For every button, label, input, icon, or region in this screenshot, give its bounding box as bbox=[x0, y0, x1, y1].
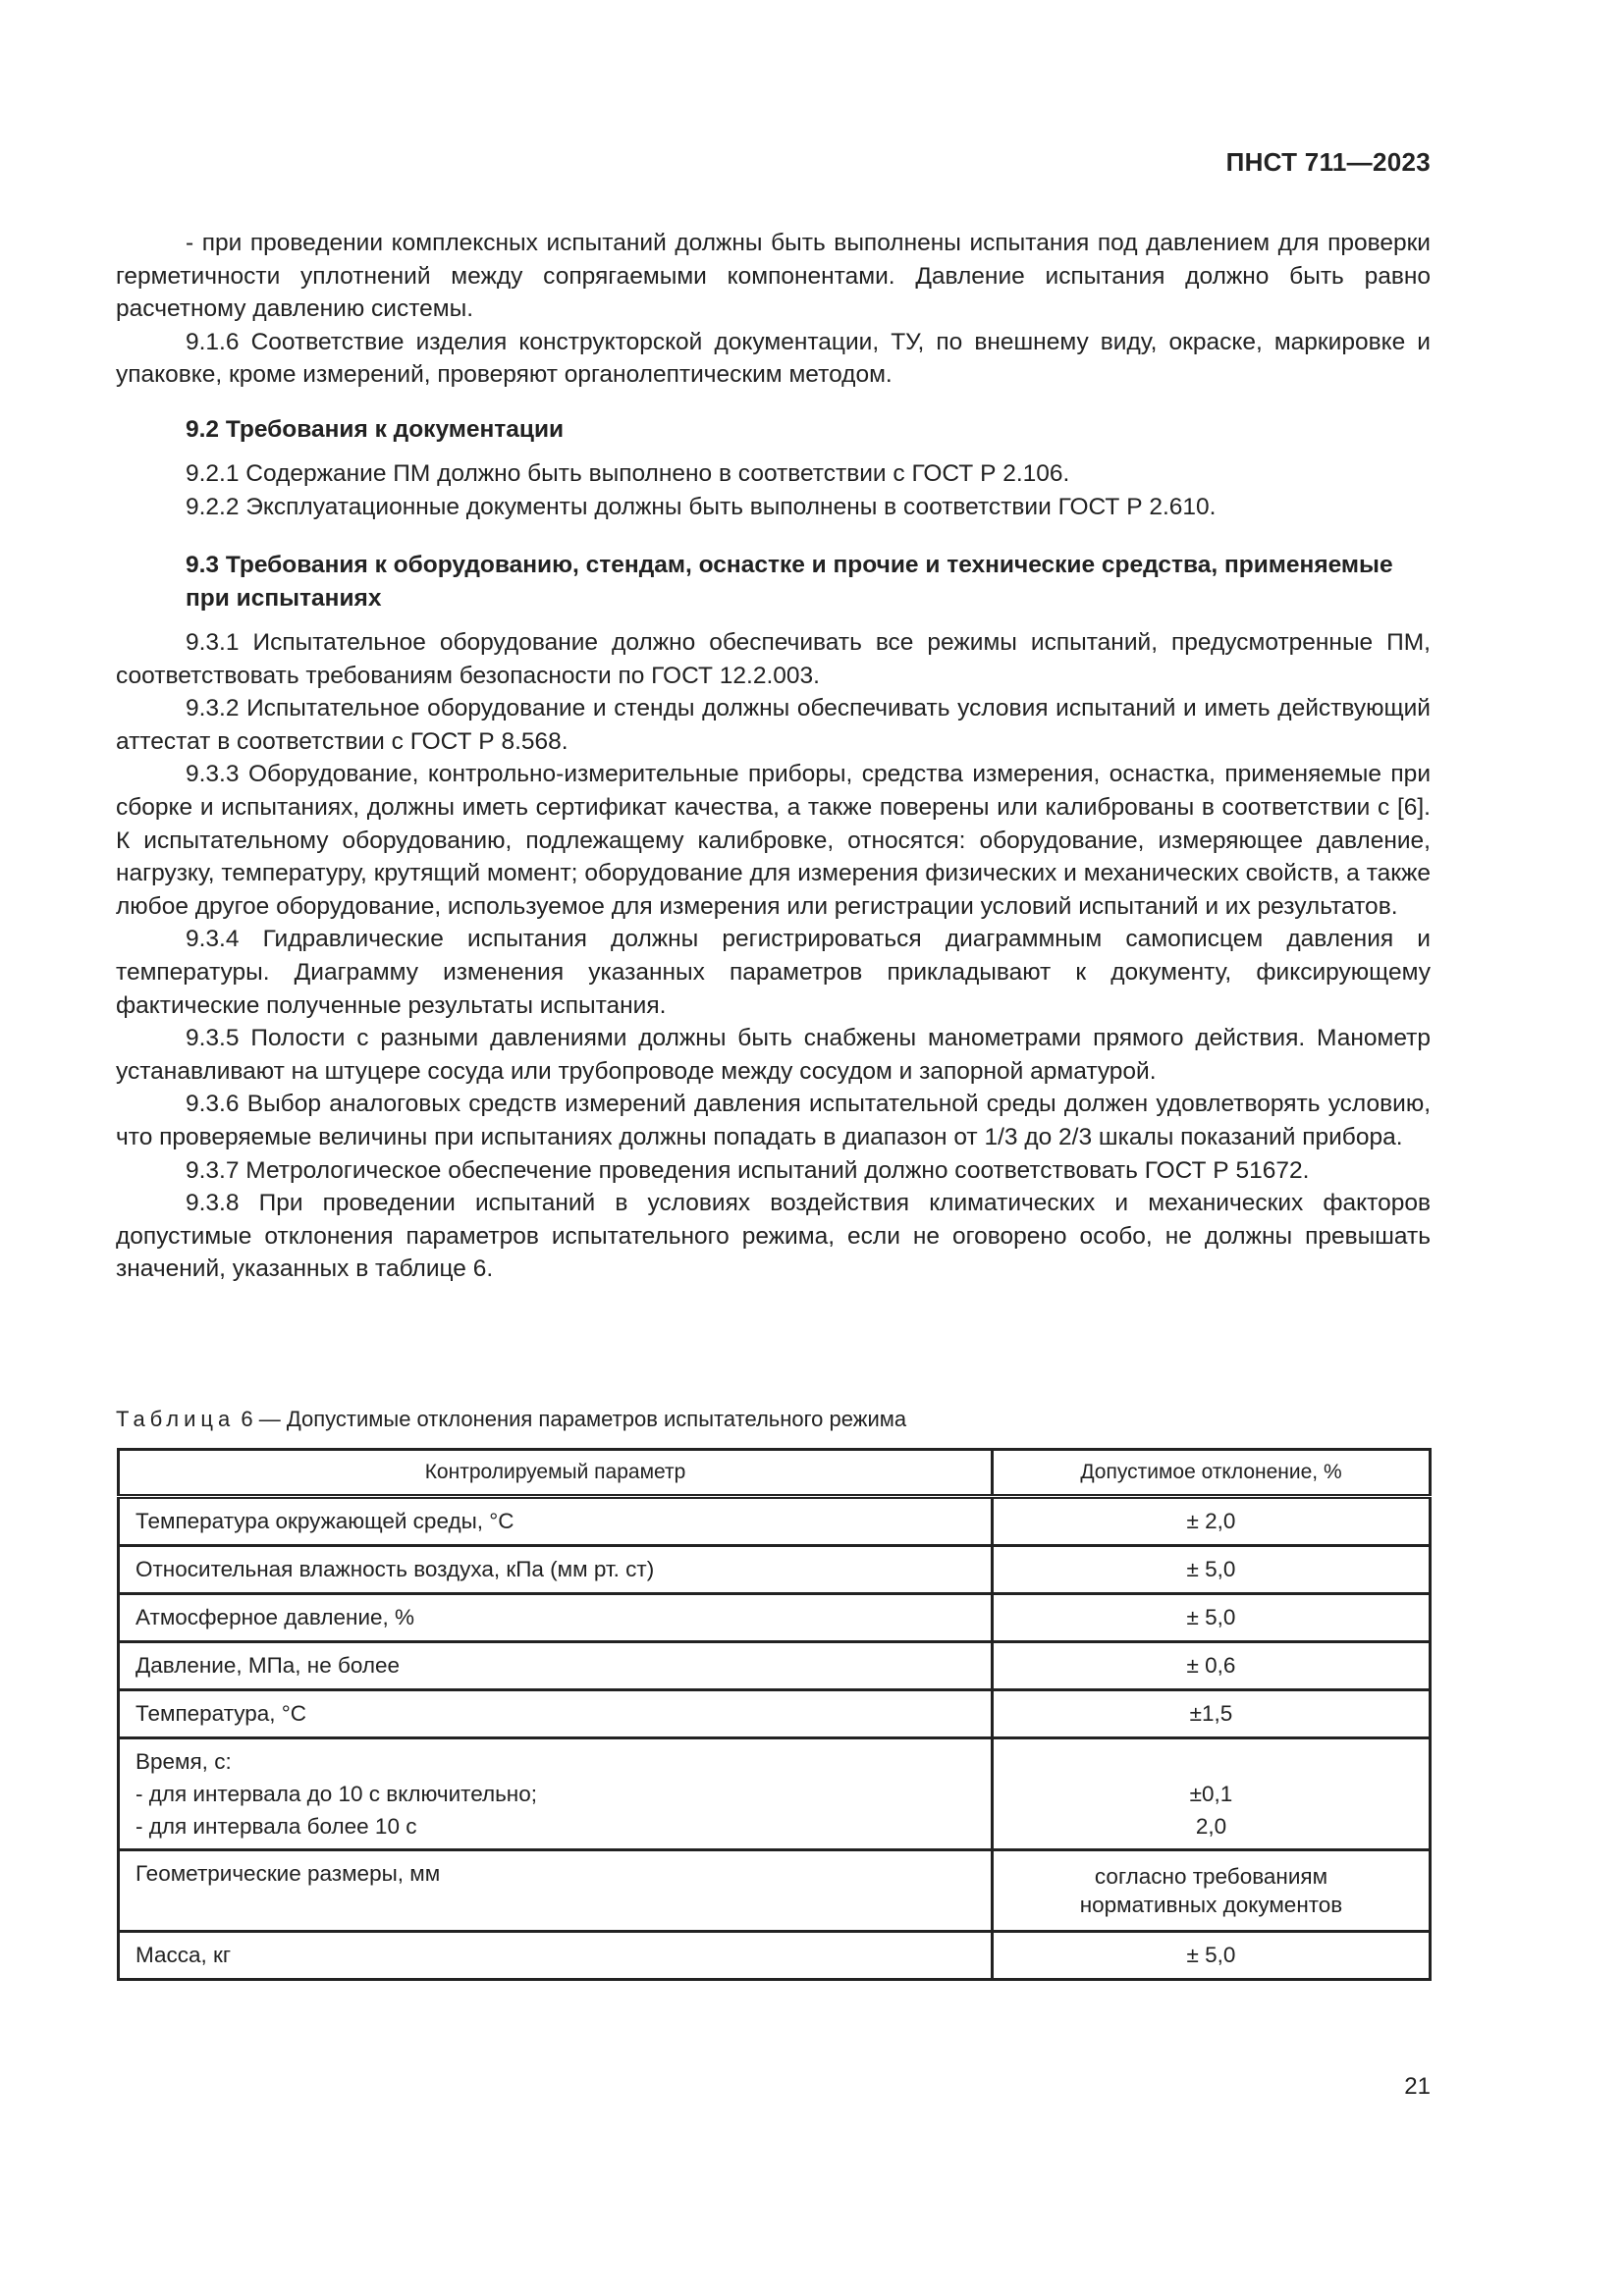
deviation-cell: ± 5,0 bbox=[993, 1546, 1431, 1594]
section-9-3-body bbox=[116, 626, 1431, 1286]
deviation-cell bbox=[993, 1850, 1431, 1932]
table-row bbox=[119, 1594, 1431, 1642]
deviation-table bbox=[117, 1448, 1432, 1981]
section-9-1-tail bbox=[116, 227, 1431, 392]
table-row bbox=[119, 1497, 1431, 1546]
section-heading-9-2: 9.2 Требования к документации bbox=[186, 416, 565, 443]
parameter-cell: Температура окружающей среды, °C bbox=[119, 1497, 993, 1546]
table-header-row bbox=[119, 1450, 1431, 1497]
section-9-2-body bbox=[116, 457, 1431, 523]
deviation-cell: ± 2,0 bbox=[993, 1497, 1431, 1546]
table-caption bbox=[116, 1407, 906, 1432]
table-caption-prefix: Таблица bbox=[116, 1407, 236, 1431]
table-row bbox=[119, 1546, 1431, 1594]
document-id-header: ПНСТ 711—2023 bbox=[1225, 147, 1431, 177]
deviation-cell: ± 0,6 bbox=[993, 1642, 1431, 1690]
parameter-cell: Геометрические размеры, мм bbox=[119, 1850, 993, 1932]
paragraph-9-3-7: 9.3.7 Метрологическое обеспечение проведения испытаний должно соответствовать ГОСТ Р 51672. bbox=[186, 1156, 1310, 1184]
paragraph-9-3-4: 9.3.4 Гидравлические испытания должны регистрироваться диаграммным самописцем давления и температуры. Диаграмму изменения указанных параметров прикладывают к документу, фиксирующему фактические полученные результаты испытания. bbox=[116, 926, 1431, 1019]
paragraph-9-3-1: 9.3.1 Испытательное оборудование должно обеспечивать все режимы испытаний, предусмотренные ПМ, соответствовать требованиям безопасности по ГОСТ 12.2.003. bbox=[116, 629, 1431, 689]
deviation-cell: ± 5,0 bbox=[993, 1594, 1431, 1642]
geometry-value-line1: согласно требованиям bbox=[1094, 1864, 1328, 1889]
deviation-cell: ± 5,0 bbox=[993, 1932, 1431, 1980]
paragraph-9-3-8: 9.3.8 При проведении испытаний в условиях воздействия климатических и механических факторов допустимые отклонения параметров испытательного режима, если не оговорено особо, не должны превышать значений, указанных в таблице 6. bbox=[116, 1190, 1431, 1283]
parameter-cell-time bbox=[119, 1738, 993, 1850]
paragraph: - при проведении комплексных испытаний должны быть выполнены испытания под давлением для проверки герметичности уплотнений между сопрягаемыми компонентами. Давление испытания должно быть равно расчетному давлению системы. bbox=[116, 230, 1431, 323]
table-row-geometry bbox=[119, 1850, 1431, 1932]
table-row bbox=[119, 1690, 1431, 1738]
paragraph-9-3-2: 9.3.2 Испытательное оборудование и стенды должны обеспечивать условия испытаний и иметь действующий аттестат в соответствии с ГОСТ Р 8.568. bbox=[116, 695, 1431, 755]
paragraph-9-3-5: 9.3.5 Полости с разными давлениями должны быть снабжены манометрами прямого действия. Манометр устанавливают на штуцере сосуда или трубопроводе между сосудом и запорной арматурой. bbox=[116, 1025, 1431, 1085]
geometry-value-line2: нормативных документов bbox=[1079, 1893, 1343, 1917]
deviation-cell: ±1,5 bbox=[993, 1690, 1431, 1738]
time-label: Время, с: bbox=[135, 1749, 232, 1774]
parameter-cell: Температура, °C bbox=[119, 1690, 993, 1738]
table-row-time bbox=[119, 1738, 1431, 1850]
spacer bbox=[1009, 1745, 1413, 1778]
parameter-cell: Масса, кг bbox=[119, 1932, 993, 1980]
paragraph-9-2-1: 9.2.1 Содержание ПМ должно быть выполнено в соответствии с ГОСТ Р 2.106. bbox=[186, 460, 1070, 487]
time-value-over-10s: 2,0 bbox=[1195, 1814, 1227, 1839]
section-heading-9-3: 9.3 Требования к оборудованию, стендам, оснастке и прочие и технические средства, применяемые при испытаниях bbox=[186, 552, 1393, 612]
paragraph-9-1-6: 9.1.6 Соответствие изделия конструкторской документации, ТУ, по внешнему виду, окраске, маркировке и упаковке, кроме измерений, проверяют органолептическим методом. bbox=[116, 328, 1431, 389]
page-number: 21 bbox=[1404, 2073, 1431, 2100]
table-row-mass bbox=[119, 1932, 1431, 1980]
column-header-deviation: Допустимое отклонение, % bbox=[993, 1450, 1431, 1497]
paragraph-9-3-6: 9.3.6 Выбор аналоговых средств измерений давления испытательной среды должен удовлетворять условию, что проверяемые величины при испытаниях должны попадать в диапазон от 1/3 до 2/3 шкалы показаний прибора. bbox=[116, 1091, 1431, 1150]
parameter-cell: Атмосферное давление, % bbox=[119, 1594, 993, 1642]
time-sub-upto-10s: - для интервала до 10 с включительно; bbox=[135, 1782, 537, 1806]
time-value-upto-10s: ±0,1 bbox=[1189, 1782, 1233, 1806]
column-header-parameter: Контролируемый параметр bbox=[119, 1450, 993, 1497]
paragraph-9-3-3: 9.3.3 Оборудование, контрольно-измерительные приборы, средства измерения, оснастка, применяемые при сборке и испытаниях, должны иметь сертификат качества, а также поверены или калиброваны в соответствии с [6]. К испытательному оборудованию, подлежащему калибровке, относятся: оборудование, измеряющее давление, нагрузку, температуру, крутящий момент; оборудование для измерения физических и механических свойств, а также любое другое оборудование, используемое для измерения или регистрации условий испытаний и их результатов. bbox=[116, 761, 1431, 920]
table-caption-title: 6 — Допустимые отклонения параметров испытательного режима bbox=[241, 1407, 907, 1431]
parameter-cell: Давление, МПа, не более bbox=[119, 1642, 993, 1690]
time-sub-over-10s: - для интервала более 10 с bbox=[135, 1814, 417, 1839]
paragraph-9-2-2: 9.2.2 Эксплуатационные документы должны быть выполнены в соответствии ГОСТ Р 2.610. bbox=[186, 493, 1217, 520]
parameter-cell: Относительная влажность воздуха, кПа (мм рт. ст) bbox=[119, 1546, 993, 1594]
table-row bbox=[119, 1642, 1431, 1690]
deviation-cell-time bbox=[993, 1738, 1431, 1850]
